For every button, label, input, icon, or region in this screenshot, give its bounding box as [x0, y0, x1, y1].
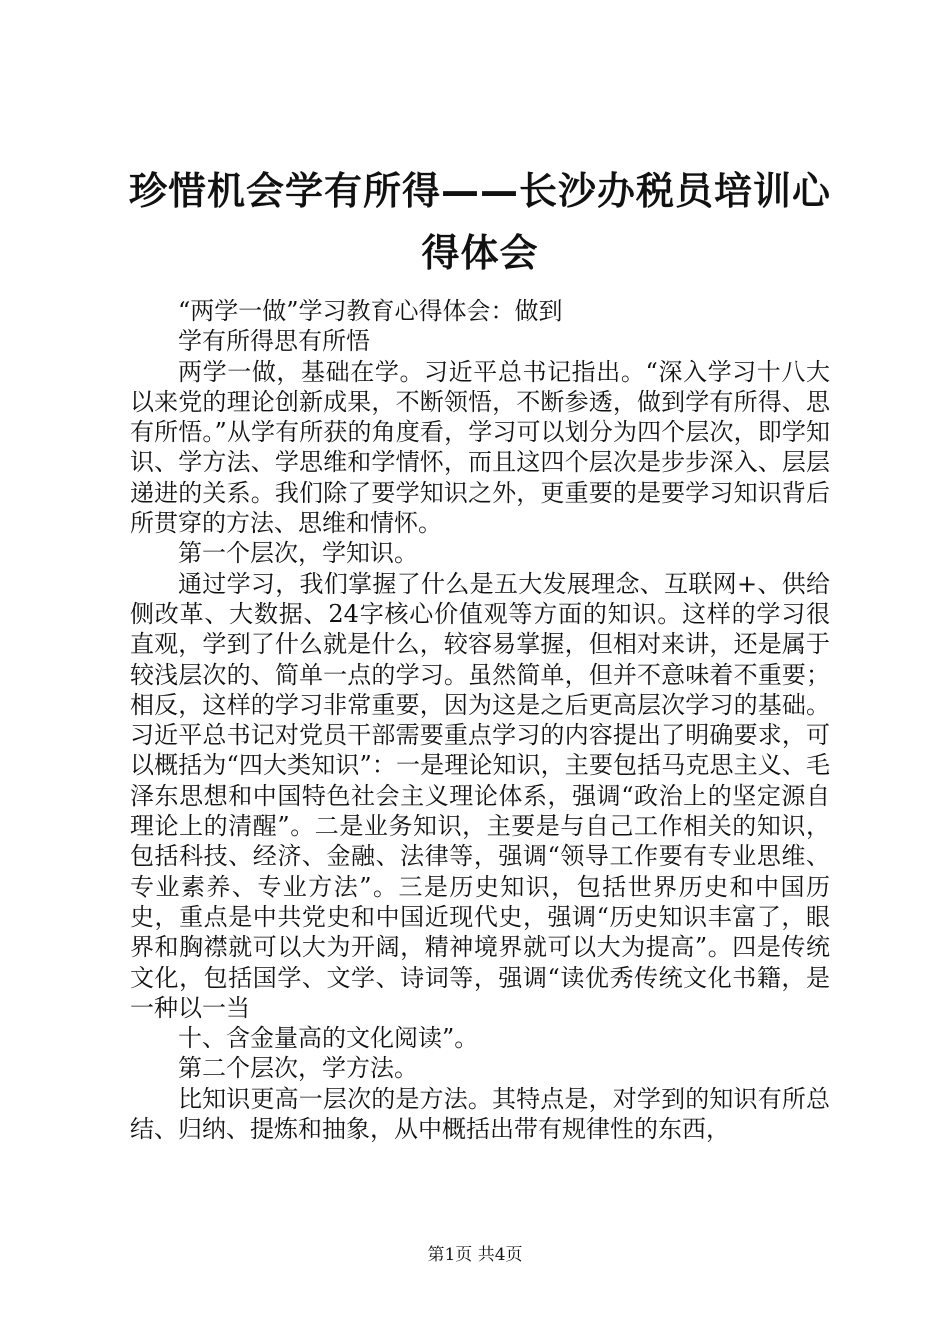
paragraph: 比知识更高一层次的是方法。其特点是，对学到的知识有所总结、归纳、提炼和抽象，从中概括出带有规律性的东西，: [130, 1084, 830, 1144]
paragraph: 第二个层次，学方法。: [178, 1054, 418, 1083]
paragraph: “两学一做”学习教育心得体会：做到: [178, 297, 563, 325]
document-title: 珍惜机会学有所得——长沙办税员培训心得体会: [128, 169, 831, 275]
paragraph: 两学一做，基础在学。习近平总书记指出。“深入学习十八大以来党的理论创新成果，不断领悟，不断参透，做到学有所得、思有所悟。”从学有所获的角度看，学习可以划分为四个层次，即学知识、学方法、学思维和学情怀，而且这四个层次是步步深入、层层递进的关系。我们除了要学知识之外，更重要的是要学习知识背后所贯穿的方法、思维和情怀。: [130, 357, 830, 538]
page-footer: 第1页 共4页: [427, 1245, 523, 1265]
document-body: [130, 296, 830, 1144]
paragraph: 第一个层次，学知识。: [178, 539, 418, 568]
paragraph: 学有所得思有所悟: [178, 327, 370, 356]
paragraph: 通过学习，我们掌握了什么是五大发展理念、互联网+、供给侧改革、大数据、24字核心价值观等方面的知识。这样的学习很直观，学到了什么就是什么，较容易掌握，但相对来讲，还是属于较浅层次的、简单一点的学习。虽然简单，但并不意味着不重要；相反，这样的学习非常重要，因为这是之后更高层次学习的基础。习近平总书记对党员干部需要重点学习的内容提出了明确要求，可以概括为“四大类知识”：一是理论知识，主要包括马克思主义、毛泽东思想和中国特色社会主义理论体系，强调“政治上的坚定源自理论上的清醒”。二是业务知识，主要是与自己工作相关的知识，包括科技、经济、金融、法律等，强调“领导工作要有专业思维、专业素养、专业方法”。三是历史知识，包括世界历史和中国历史，重点是中共党史和中国近现代史，强调“历史知识丰富了，眼界和胸襟就可以大为开阔，精神境界就可以大为提高”。四是传统文化，包括国学、文学、诗词等，强调“读优秀传统文化书籍，是一种以一当: [130, 569, 830, 1022]
paragraph: 十、含金量高的文化阅读”。: [178, 1024, 479, 1053]
